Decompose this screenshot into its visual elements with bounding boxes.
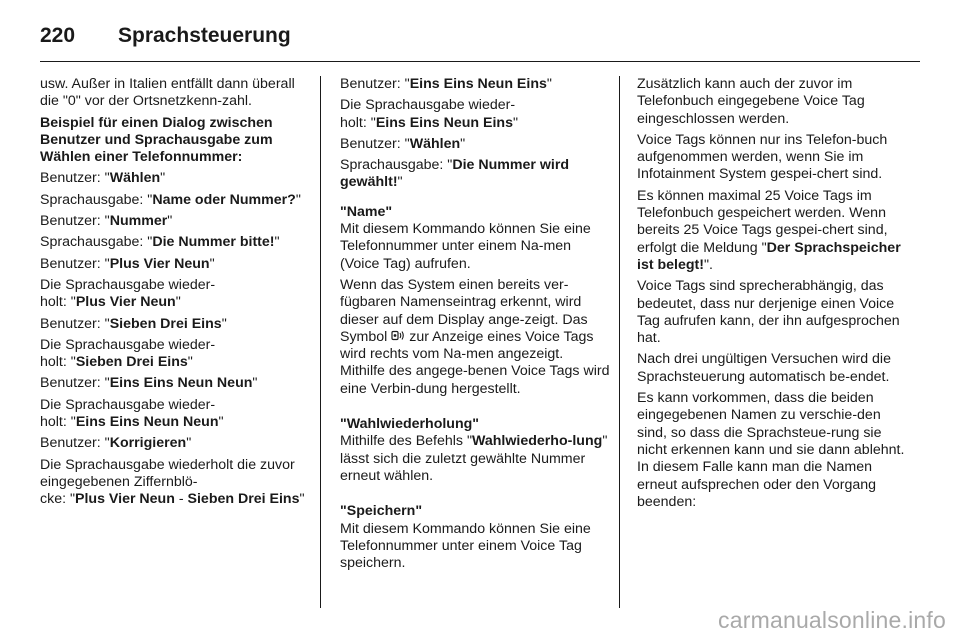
- dialog-line: Die Sprachausgabe wieder- holt: "Sieben Drei Eins": [40, 336, 216, 371]
- dialog-line: Die Sprachausgabe wieder- holt: "Plus Vier Neun": [40, 276, 216, 311]
- paragraph: Wenn das System einen bereits ver-fügbaren Namenseintrag erkennt, wird dieser auf dem Display ange-zeigt. Das Symbol zur Anzeige eines Voice Tags wird rechts vom Na-men angezeigt. Mithilfe des angege-benen Voice Tags wird eine Verbin-dung hergestellt.: [340, 276, 610, 397]
- dialog-line: Die Sprachausgabe wiederholt die zuvor eingegebenen Ziffernblö- cke: "Plus Vier Neun - Sieben Drei Eins": [40, 456, 305, 508]
- dialog-line: Die Sprachausgabe wieder- holt: "Eins Eins Neun Neun": [40, 396, 224, 431]
- page-title: Sprachsteuerung: [118, 24, 291, 47]
- paragraph: Mit diesem Kommando können Sie eine Telefonnummer unter einem Na-men (Voice Tag) aufrufen.: [340, 221, 591, 272]
- dialog-heading: Beispiel für einen Dialog zwischen Benutzer und Sprachausgabe zum Wählen einer Telefonnummer:: [40, 114, 273, 166]
- dialog-line: Benutzer: "Eins Eins Neun Eins": [340, 76, 552, 92]
- page-number: 220: [40, 24, 76, 47]
- watermark: carmanualsonline.info: [718, 607, 946, 633]
- header-rule: [40, 61, 920, 62]
- dialog-line: Benutzer: "Korrigieren": [40, 435, 192, 452]
- column-3: [637, 76, 909, 515]
- dialog-line: Benutzer: "Nummer": [40, 213, 173, 230]
- paragraph: Mithilfe des Befehls "Wahlwiederho-lung" lässt sich die zuletzt gewählte Nummer erneut wählen.: [340, 433, 608, 484]
- page-header: [40, 14, 920, 58]
- paragraph: Es können maximal 25 Voice Tags im Telefonbuch gespeichert werden. Wenn bereits 25 Voice Tags gespei-chert sind, erfolgt die Meldung "Der Sprachspeicher ist belegt!".: [637, 187, 901, 273]
- dialog-line: Sprachausgabe: "Die Nummer wird gewählt!": [340, 157, 570, 191]
- paragraph: Nach drei ungültigen Versuchen wird die Sprachsteuerung automatisch be-endet.: [637, 351, 891, 385]
- column-divider: [320, 76, 321, 608]
- dialog-line: Die Sprachausgabe wieder- holt: "Eins Eins Neun Eins": [340, 97, 519, 131]
- paragraph: Voice Tags sind sprecherabhängig, das bedeutet, dass nur derjenige einen Voice Tag aufrufen kann, der ihn aufgesprochen hat.: [637, 278, 900, 347]
- column-2: [340, 76, 610, 576]
- dialog-line: Sprachausgabe: "Name oder Nummer?": [40, 191, 301, 208]
- section-heading-name: "Name": [340, 203, 393, 220]
- paragraph: Voice Tags können nur ins Telefon-buch aufgenommen werden, wenn Sie im Infotainment System gespei-chert sind.: [637, 131, 888, 183]
- paragraph: Zusätzlich kann auch der zuvor im Telefonbuch eingegebene Voice Tag eingeschlossen werden.: [637, 76, 865, 127]
- dialog-line: Benutzer: "Plus Vier Neun": [40, 255, 215, 272]
- paragraph: Es kann vorkommen, dass die beiden eingegebenen Namen zu verschie-den sind, so dass die Sprachsteue-rung sie nicht erkennen kann und sie dann ablehnt. In diesem Falle kann man die Namen erneut aufsprechen oder den Vorgang beenden:: [637, 390, 905, 510]
- paragraph: Mit diesem Kommando können Sie eine Telefonnummer unter einem Voice Tag speichern.: [340, 520, 591, 572]
- paragraph: usw. Außer in Italien entfällt dann überall die "0" vor der Ortsnetzkenn-zahl.: [40, 76, 295, 110]
- dialog-line: Benutzer: "Eins Eins Neun Neun": [40, 375, 258, 392]
- dialog-line: Benutzer: "Wählen": [340, 135, 466, 152]
- column-1: [40, 76, 310, 513]
- dialog-line: Sprachausgabe: "Die Nummer bitte!": [40, 234, 280, 251]
- section-heading-speichern: "Speichern": [340, 503, 423, 520]
- column-divider: [619, 76, 620, 608]
- dialog-line: Benutzer: "Wählen": [40, 170, 166, 187]
- section-heading-wahlwiederholung: "Wahlwiederholung": [340, 416, 480, 433]
- dialog-line: Benutzer: "Sieben Drei Eins": [40, 315, 227, 332]
- voice-tag-icon: [391, 329, 405, 346]
